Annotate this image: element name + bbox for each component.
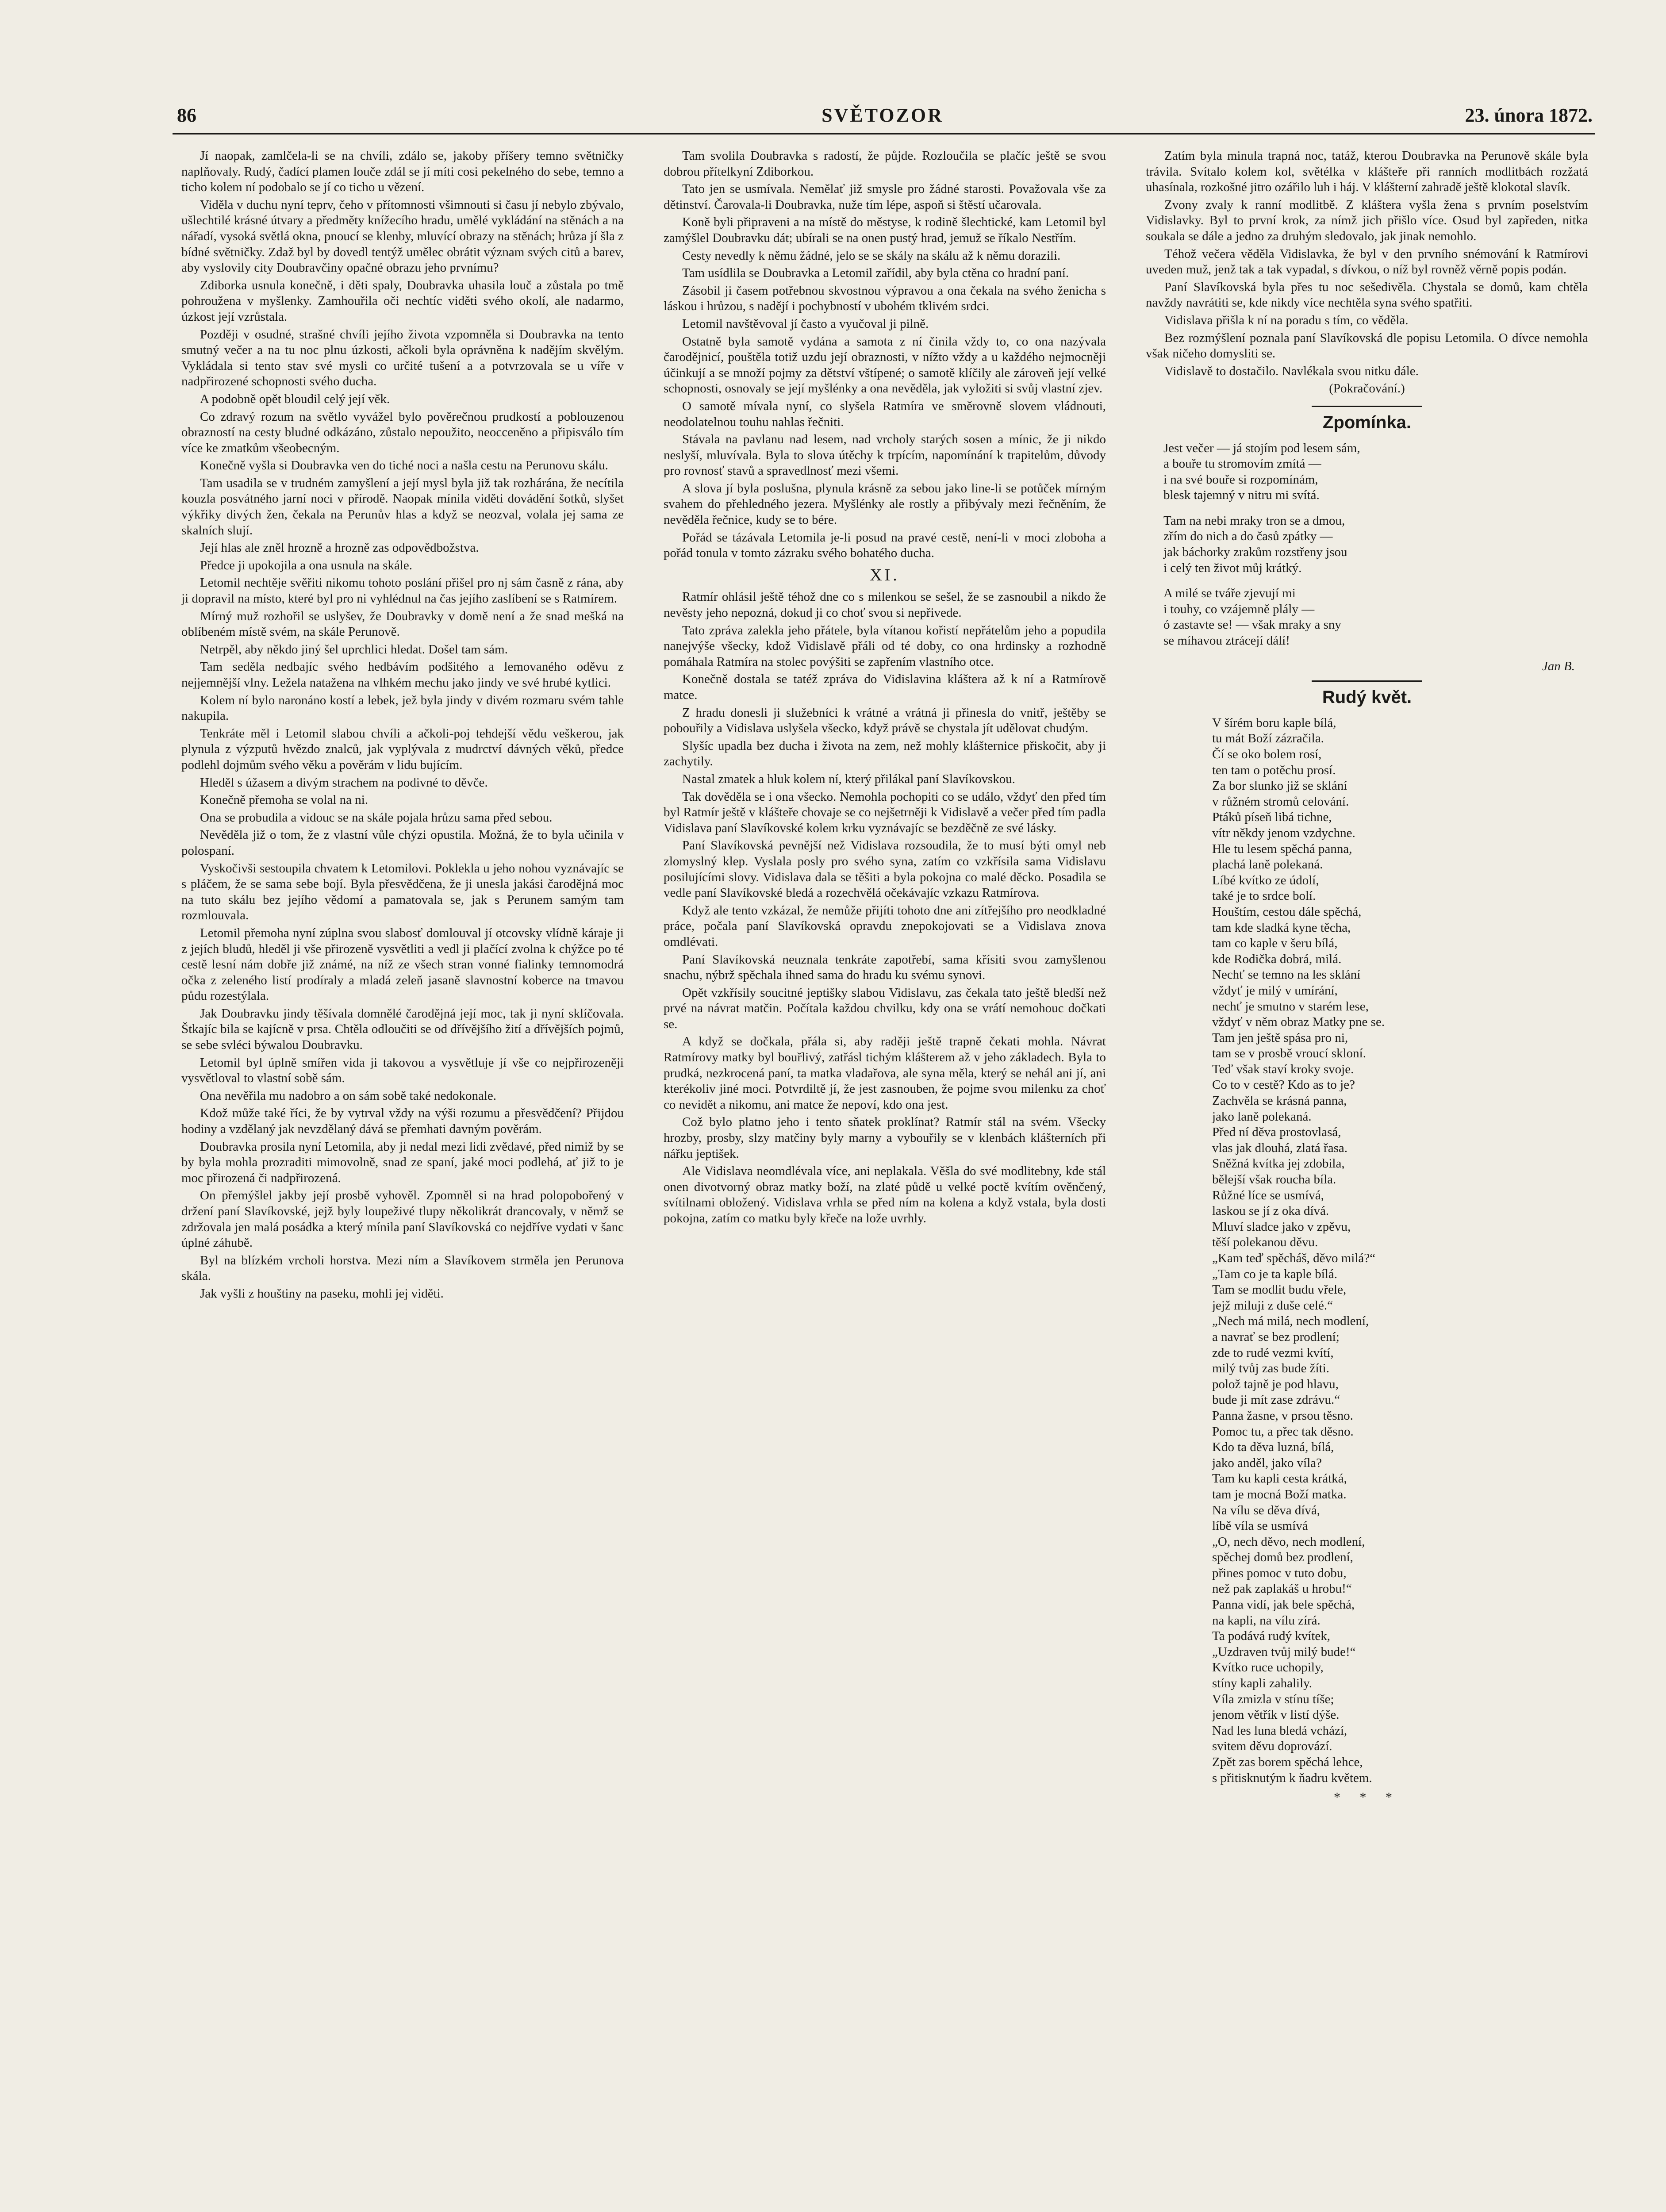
poem-line: Nechť se temno na les sklání [1212,968,1361,982]
paragraph: Ona se probudila a vidouc se na skále pojala hrůzu sama před sebou. [200,810,553,825]
poem-line: zde to rudé vezmi kvítí, [1212,1345,1334,1360]
paragraph: Zvony zvaly k ranní modlitbě. Z kláštera vyšla žena s prvním poselstvím Vidislavky. Byl to první krok, za nímž jich přišlo více. Osud byl zapředen, nitka soukala se dále a jedno za druhým sledovalo, jak jinak nemohlo. [1146,197,1588,243]
poem-line: Kvítko ruce uchopily, [1212,1660,1324,1675]
poem-line: A milé se tváře zjevují mi [1163,586,1296,601]
paragraph: Mírný muž rozhořil se uslyšev, že Doubravky v domě není a že snad mešká na oblíbeném místě svém, na skále Perunově. [181,609,624,639]
paragraph: Pořád se tázávala Letomila je-li posud na pravé cestě, není-li v moci zloboha a pořád tonula v tomto zázraku svého bohatého ducha. [664,530,1106,561]
poem-line: Tam jen ještě spása pro ni, [1212,1030,1348,1045]
issue-date: 23. února 1872. [1465,104,1593,126]
column-3-prose [1146,148,1588,379]
paragraph: Tenkráte měl i Letomil slabou chvíli a ačkoli-poj tehdejší vědu veškerou, jak plynula z výzputů hvězdo znalců, jak vyplývala z mudrctví dávných věků, předce podlehl dojmům svého věku a pověrám v lidu bujícím. [181,726,624,772]
poem-line: Sněžná kvítka jej zdobila, [1212,1156,1345,1171]
paragraph: Zásobil ji časem potřebnou skvostnou výpravou a ona čekala na svého ženicha s láskou i hrůzou, s nadějí i pochybností v ubohém tklivém srdci. [664,283,1106,314]
poem-zpominka [1146,441,1588,649]
poem-line: Tam ku kapli cesta krátká, [1212,1471,1347,1486]
poem-author: Jan B. [1542,659,1575,673]
poem-line: i touhy, co vzájemně plály — [1163,602,1315,616]
paragraph: Vidislava přišla k ní na poradu s tím, co věděla. [1164,313,1409,327]
paragraph: Slyšíc upadla bez ducha i života na zem, než mohly klášternice přiskočit, aby ji zachytily. [664,738,1106,769]
section-number: XI. [870,565,900,584]
paragraph: Předce ji upokojila a ona usnula na skále. [200,558,412,572]
poem-line: plachá laně polekaná. [1212,857,1323,872]
divider [1312,406,1422,407]
poem-line: vlas jak dlouhá, zlatá řasa. [1212,1141,1347,1155]
poem-line: spěchej domů bez prodlení, [1212,1550,1353,1565]
continuation-note: (Pokračování.) [1329,381,1405,396]
paragraph: Letomil přemoha nyní zúplna svou slabosť domlouval jí otcovsky vlídně káraje ji z jejích bludů, hleděl ji vše přirozeně vysvětliti a vedl ji plačící zvolna k chýžce po té cestě lesní nám dobře již známé, na níž ze všech stran vonné fialinky temnomodrá očka z zeleného listí prodíraly a mladá zeleň jasaně slavnostní koberce na tmavou půdu rozestýlala. [181,926,624,1003]
paragraph: Nastal zmatek a hluk kolem ní, který přilákal paní Slavíkovskou. [682,772,1016,786]
poem-line: jako anděl, jako víla? [1212,1455,1322,1470]
column-2-bottom [664,589,1106,1226]
poem-line: laskou se jí z oka dívá. [1212,1204,1329,1218]
paragraph: Paní Slavíkovská pevnější než Vidislava rozsoudila, že to musí býti omyl neb zlomyslný klep. Vyslala posly pro svého syna, zatím co vzkřísila sama Vidislavu posilujícími slovy. Vidislava dala se těšiti a byla pokojna co malé děcko. Posadila se vedle paní Slavíkovské bledá a rozechvělá očekávajíc vzkazu Ratmírova. [664,838,1106,900]
paragraph: Ona nevěřila mu nadobro a on sám sobě také nedokonale. [200,1088,497,1103]
poem-line: nechť je smutno v starém lese, [1212,999,1369,1014]
paragraph: Konečně vyšla si Doubravka ven do tiché noci a našla cestu na Perunovu skálu. [200,458,608,473]
paragraph: Letomil nechtěje svěřiti nikomu tohoto poslání přišel pro nj sám časně z rána, aby ji dopravil na místo, které byl pro ni vyhlédnul na čas jejího zaslíbení se s Ratmírem. [181,576,624,606]
poem-line: tu mát Boží zázračila. [1212,731,1324,746]
poem-line: Čí se oko bolem rosí, [1212,747,1322,761]
poem-line: Panna žasne, v prsou těsno. [1212,1408,1353,1423]
poem-line: také je to srdce bolí. [1212,889,1316,903]
poem-line: zřím do nich a do časů zpátky — [1163,529,1333,544]
poem-stanza [1163,513,1588,576]
poem-line: „Kam teď spěcháš, děvo milá?“ [1212,1251,1376,1265]
poem-line: tam co kaple v šeru bílá, [1212,936,1338,951]
paragraph: Tato zpráva zalekla jeho přátele, byla vítanou kořistí nepřátelům jeho a popudila nanejvýše všecky, kdož Vidislavě přáli od té doby, co ona hrdinsky a rozhodně pomáhala Ratmíra na stolec povýšiti se zapřením vlastního otce. [664,623,1106,669]
poem-line: i celý ten život můj krátký. [1163,561,1302,575]
page-header [173,104,1593,135]
poem-line: se míhavou ztrácejí dálí! [1163,634,1290,648]
paragraph: Hleděl s úžasem a divým strachem na podivné to děvče. [200,775,488,790]
poem-line: Za bor slunko již se sklání [1212,779,1347,793]
poem-line: Pomoc tu, a přec tak děsno. [1212,1424,1354,1439]
paragraph: Ratmír ohlásil ještě téhož dne co s milenkou se sešel, že se zasnoubil a nikdo že nevěsty jeho nepozná, dokud ji co choť svou si nepřivede. [664,590,1106,620]
paragraph: Tato jen se usmívala. Nemělať již smysle pro žádné starosti. Považovala vše za dětinství. Čarovala-li Doubravka, nuže tím lépe, aspoň si štěstí učarovala. [664,182,1106,212]
paragraph: Jak Doubravku jindy těšívala domnělé čarodějná její moc, tak ji nyní sklíčovala. Štkajíc bila se kajícně v prsa. Chtěla odloučiti se od dřívějšího žití a dřívějších pojmů, se sebe svléci býwalou Doubravku. [181,1006,624,1052]
poem-line: V šírém boru kaple bílá, [1212,715,1336,730]
paragraph: Tam svolila Doubravka s radostí, že půjde. Rozloučila se plačíc ještě se svou dobrou přítelkyní Zdiborkou. [664,149,1106,179]
poem-line: Růžné líce se usmívá, [1212,1188,1324,1202]
poem-line: „O, nech děvo, nech modlení, [1212,1534,1365,1549]
paragraph: Netrpěl, aby někdo jiný šel uprchlici hledat. Došel tam sám. [200,642,508,657]
poem-line: a bouře tu stromovím zmítá — [1163,457,1321,471]
paragraph: Tak dověděla se i ona všecko. Nemohla pochopiti co se událo, vždyť den před tím byl Ratmír ještě v klášteře chovaje se co nejšetrněji k Vidislavě a večer před tím padla Vidislava paní Slavíkovské kolem krku vyznávajíc se bezděčně ze své lásky. [664,789,1106,835]
poem-line: vždyť v něm obraz Matky pne se. [1212,1015,1385,1029]
poem-line: Co to v cestě? Kdo as to je? [1212,1078,1355,1092]
paragraph: Viděla v duchu nyní teprv, čeho v přítomnosti všimnouti si času jí nebylo zbývalo, ušlechtilé krásné útvary a předměty knížecího hradu, umělé vykládání na stěnách a na nářadí, vysoká světlá okna, pnoucí se klenby, mluvící obrazy na stěnách; hrůza jí šla z bídné světničky. Zdaž byl by dovedl tentýž umělec obrátit význam svých citů a barev, aby vyslovily city Doubravčiny opačné obrazu jeho prvnímu? [181,197,624,275]
poem-line: přines pomoc v tuto dobu, [1212,1566,1347,1580]
paragraph: Když ale tento vzkázal, že nemůže přijíti tohoto dne ani zítřejšího pro neodkladné práce, počala paní Slavíkovská opravdu znepokojovati se a Vidislava znova omdlévati. [664,903,1106,949]
paragraph: A podobně opět bloudil celý její věk. [200,392,390,406]
poem-line: těší polekanou děvu. [1212,1235,1318,1250]
column-1 [181,148,624,1304]
paragraph: Konečně dostala se tatéž zpráva do Vidislavina kláštera až k ní a Ratmírově matce. [664,672,1106,702]
poem-line: „Nech má milá, nech modlení, [1212,1314,1369,1329]
poem-line: bude ji mít zase zdrávu.“ [1212,1393,1340,1407]
paragraph: A když se dočkala, přála si, aby raději ještě trapně čekati mohla. Návrat Ratmírovy matky byl bouřlivý, zatřásl tichým klášterem až v jeho základech. Byla to prudká, nezkrocená paní, ta matka vladařova, ale syna měla, který se nehál ani jí, ani kterékoliv jiné moci. Potvrdiltě jí, že jest zasnouben, že pojme svou milenku za choť co nevidět a nikomu, ani matce že nepoví, kdo ona jest. [664,1034,1106,1112]
poem-stanza [1163,586,1588,649]
paragraph: Co zdravý rozum na světlo vyvážel bylo pověrečnou prudkostí a poblouzenou obrazností na cesty bludné odkázáno, zůstalo nepoužito, neocceněno a připisválo tím více ke zmatkům všeobecným. [181,409,624,455]
page-number: 86 [177,104,196,126]
header-rule [173,133,1595,134]
poem-line: bělejší však roucha bíla. [1212,1172,1336,1187]
poem-line: jejž miluji z duše celé.“ [1212,1298,1333,1313]
poem-line: „Uzdraven tvůj milý bude!“ [1212,1644,1356,1659]
paragraph: Jak vyšli z houštiny na paseku, mohli jej viděti. [200,1286,444,1301]
poem-line: svitem děvu doprovází. [1212,1739,1332,1754]
divider [1312,680,1422,682]
paragraph: Stávala na pavlanu nad lesem, nad vrcholy starých sosen a mínic, že ji nikdo neslyší, mluvívala. Byla to slova útěchy k trpícím, napomínání k trapitelům, důvody pro rovnosť stavů a spravedlnosť mezi všemi. [664,432,1106,478]
poem-line: na kapli, na vílu zírá. [1212,1613,1321,1628]
poem-line: Kdo ta děva luzná, bílá, [1212,1440,1334,1455]
paragraph: Zatím byla minula trapná noc, tatáž, kterou Doubravka na Perunově skále byla trávila. Svítalo kolem kol, světélka v klášteře při ranních modlitbách rozžatá uhasínala, rozkošné jitro ozářilo luh i háj. V klášterní zahradě ještě klokotal slavík. [1146,149,1588,195]
poem-title-rudy-kvet: Rudý květ. [1322,687,1412,707]
poem-title-zpominka: Zpomínka. [1322,412,1412,432]
paragraph: Byl na blízkém vrcholi horstva. Mezi ním a Slavíkovem strměla jen Perunova skála. [181,1253,624,1283]
paragraph: On přemýšlel jakby její prosbě vyhověl. Zpomněl si na hrad polopobořený v držení paní Slavíkovské, jejž byly loupeživé tlupy několikrát drancovaly, v němž se zdržovala jen malá posádka a který mínila paní Slavíkovská co nejdříve vydati v šanc úplné záhubě. [181,1188,624,1250]
poem-line: vždyť je milý v umírání, [1212,983,1338,998]
poem-line: Ptáků píseň libá tichne, [1212,810,1332,825]
paragraph: Později v osudné, strašné chvíli jejího života vzpomněla si Doubravka na tento smutný večer a na tu noc plnu úzkosti, ačkoli byla oprávněna k nadějím skvělým. Vykládala si tento stav své mysli co určité tušení a a potvrzovala se u víře v nadpřirozené schopnosti svého ducha. [181,327,624,389]
poem-line: jako laně polekaná. [1212,1109,1312,1124]
paragraph: Doubravka prosila nyní Letomila, aby ji nedal mezi lidi zvědavé, před nimiž by se by byla mohla prozraditi mimovolně, snad ze spaní, jaké moci podlehá, ať již to je moc přirozená či nadpřirozená. [181,1139,624,1185]
paragraph: Její hlas ale zněl hrozně a hrozně zas odpovědbožstva. [200,541,479,555]
paragraph: Vyskočivši sestoupila chvatem k Letomilovi. Poklekla u jeho nohou vyznávajíc se s pláčem, že se sama sebe bojí. Byla přesvědčena, že ji unesla jakási čarodějná moc na tuto skálu bez jejího vědomí a pamatovala se, jak s Perunem samým tam rozmlouvala. [181,861,624,923]
poem-line: Hle tu lesem spěchá panna, [1212,841,1352,856]
paragraph: Což bylo platno jeho i tento sňatek proklínat? Ratmír stál na svém. Všecky hrozby, prosby, slzy matčiny byly marny a vybouřily se v klenbách klášterních při nářku jeptišek. [664,1115,1106,1161]
poem-line: ó zastavte se! — však mraky a sny [1163,618,1341,632]
paragraph: O samotě mívala nyní, co slyšela Ratmíra ve směrovně slovem vládnouti, neodolatelnou touhu nahlas řečniti. [664,399,1106,429]
paragraph: Koně byli připraveni a na místě do městyse, k rodině šlechtické, kam Letomil byl zamýšlel Doubravku dát; ubírali se na onen pustý hrad, jemuž se říkalo Nestřím. [664,215,1106,245]
poem-stanza [1163,441,1588,503]
paragraph: Nevěděla již o tom, že z vlastní vůle chýzi opustila. Možná, že to byla učinila v polospaní. [181,828,624,858]
poem-line: Zachvěla se krásná panna, [1212,1094,1347,1108]
poem-line: tam kde sladká kyne těcha, [1212,920,1351,935]
poem-line: Víla zmizla v stínu tíše; [1212,1692,1334,1706]
poem-line: jak báchorky zrakům rozstřeny jsou [1163,545,1347,560]
paragraph: Letomil navštěvoval jí často a vyučoval ji pilně. [682,316,929,331]
poem-line: Na vílu se děva dívá, [1212,1503,1321,1517]
poem-line: Líbé kvítko ze údolí, [1212,873,1319,887]
paragraph: Cesty nevedly k němu žádné, jelo se se skály na skálu až k němu dorazili. [682,248,1061,263]
poem-line: ten tam o potěchu prosí. [1212,763,1336,777]
paragraph: Paní Slavíkovská neuznala tenkráte zapotřebí, sama křísiti svou zamyšlenou snachu, nýbrž spěchala ihned sama do hradu ku svému synovi. [664,952,1106,983]
column-2-top [664,148,1106,561]
poem-line: Ta podává rudý kvítek, [1212,1629,1330,1644]
poem-line: než pak zaplakáš u hrobu!“ [1212,1582,1352,1596]
paragraph: Z hradu donesli ji služebníci k vrátné a vrátná ji přinesla do vnitř, ještěby se pobouřily a Vidislava uslyšela všecko, když právě se chystala jít udělovat chudým. [664,705,1106,736]
poem-line: blesk tajemný v nitru mi svítá. [1163,488,1320,503]
poem-line: s přitisknutým k ňadru květem. [1212,1770,1372,1785]
paragraph: Kdož může také říci, že by vytrval vždy na výši rozumu a přesvědčení? Přijdou hodiny a vzdělaný jak nevzdělaný dává se přemhati davným pověrám. [181,1106,624,1137]
poem-line: v růžném stromů celování. [1212,794,1349,809]
column-2 [664,148,1106,1229]
paragraph: Vidislavě to dostačilo. Navlékala svou nitku dále. [1164,364,1419,378]
paragraph: Bez rozmýšlení poznala paní Slavíkovská dle popisu Letomila. O dívce nemohla však ničeho domysliti se. [1146,330,1588,361]
poem-line: kde Rodička dobrá, milá. [1212,952,1342,966]
poem-line: jenom větřík v listí dýše. [1212,1708,1340,1722]
paragraph: Kolem ní bylo naronáno kostí a lebek, jež byla jindy v divém rozmaru svém tahle nakupila. [181,693,624,723]
poem-line: a navrať se bez prodlení; [1212,1329,1340,1344]
paragraph: Opět vzkřísily soucitné jeptišky slabou Vidislavu, zas čekala tato ještě bledší než prvé na návrat matčin. Počítala každou chvilku, kdy ona se vrátí nemohouc dočkati se. [664,985,1106,1031]
poem-line: líbě víla se usmívá [1212,1519,1308,1533]
poem-line: Zpět zas borem spěchá lehce, [1212,1755,1363,1769]
poem-line: Tam se modlit budu vřele, [1212,1283,1347,1297]
poem-line: tam se v prosbě vroucí skloní. [1212,1046,1366,1061]
poem-line: Teď však staví kroky svoje. [1212,1062,1354,1076]
poem-line: Houštím, cestou dále spěchá, [1212,904,1362,919]
masthead-title: SVĚTOZOR [821,104,944,126]
paragraph: Ale Vidislava neomdlévala více, ani neplakala. Věšla do své modlitebny, kde stál onen divotvorný obraz matky boží, na zlaté půdě u velké poctě kvítím ověnčený, svítilnami obložený. Vidislava vrhla se před ním na kolena a když vstala, byla dosti pokojna, zatím co matku byly křeče na lože uvrhly. [664,1164,1106,1225]
poem-line: i na své bouře si rozpomínám, [1163,472,1318,487]
paragraph: Téhož večera věděla Vidislavka, že byl v den prvního snémování k Ratmírovi uveden muž, jenž tak a tak vypadal, s dívkou, o níž byl rovněž věrně popis podán. [1146,246,1588,277]
paragraph: A slova jí byla poslušna, plynula krásně za sebou jako line-li se potůček mírným svahem do přehledného jezera. Myšlénky ale rostly a přibývaly mezi řečněním, že nevěděla řečnice, kudy se to bére. [664,481,1106,527]
paragraph: Tam seděla nedbajíc svého hedbávím podšitého a lemovaného oděvu z nejjemnější vlny. Ležela natažena na vlhkém mechu jako jindy ve své hrubé kytlici. [181,660,624,690]
poem-line: Nad les luna bledá vchází, [1212,1723,1347,1738]
poem-line: Tam na nebi mraky tron se a dmou, [1163,513,1345,528]
column-3 [1146,148,1588,1805]
poem-line: Jest večer — já stojím pod lesem sám, [1163,441,1360,455]
poem-line: stíny kapli zahalily. [1212,1676,1313,1691]
poem-line: vítr někdy jenom vzdychne. [1212,826,1355,840]
paragraph: Zdiborka usnula konečně, i děti spaly, Doubravka uhasila louč a zůstala po tmě pohroužena v myšlenky. Zamhouřila oči nechtíc viděti svého okolí, ale nadarmo, úzkost její vzrůstala. [181,278,624,324]
poem-line: „Tam co je ta kaple bílá. [1212,1267,1338,1281]
poem-rudy-kvet [1212,715,1588,1786]
poem-line: milý tvůj zas bude žíti. [1212,1361,1329,1376]
paragraph: Tam usadila se v trudném zamyšlení a její mysl byla již tak rozhárána, že necítila kouzla posvátného jarní noci v přírodě. Naopak mínila viděti dovádění šotků, slyšet výkřiky divých žen, čekala na Perunův hlas a když se neozval, volala jej sama ze skalních slují. [181,476,624,538]
poem-line: Mluví sladce jako v zpěvu, [1212,1219,1351,1234]
paragraph: Tam usídlila se Doubravka a Letomil zařídil, aby byla ctěna co hradní paní. [682,266,1069,280]
end-mark: * * * [1334,1790,1400,1805]
poem-line: polož tajně je pod hlavu, [1212,1377,1339,1391]
paragraph: Jí naopak, zamlčela-li se na chvíli, zdálo se, jakoby příšery temno světničky naplňovaly. Rudý, čadící plamen louče zdál se jí míti cosi pekelného do sebe, temno a ticho kolem ní podobalo se jí co ticho u vězení. [181,149,624,195]
paragraph: Paní Slavíkovská byla přes tu noc sešedivěla. Chystala se domů, kam chtěla navždy navrátiti se, kde nikdy více nechtěla syna svého spatřiti. [1146,280,1588,310]
paragraph: Ostatně byla samotě vydána a samota z ní činila vždy to, co ona nazývala čarodějnicí, pouštěla totiž uzdu její obraznosti, v nížto vždy a u každého nejmocněji účinkují a se množí pojmy za dětství vštípené; o samotě klíčily ale zároveň její velké schopnosti, osnovaly se její myšlénky a ona nevěděla, jak vyložiti si svůj vlastní zjev. [664,334,1106,396]
poem-line: Před ní děva prostovlasá, [1212,1125,1341,1140]
paragraph: Konečně přemoha se volal na ni. [200,793,369,807]
poem-line: tam je mocná Boží matka. [1212,1487,1347,1502]
poem-line: Panna vidí, jak bele spěchá, [1212,1598,1355,1612]
paragraph: Letomil byl úplně smířen vida ji takovou a vysvětluje jí vše co nejpřirozeněji vysvětloval to vlastní sobě sám. [181,1055,624,1086]
